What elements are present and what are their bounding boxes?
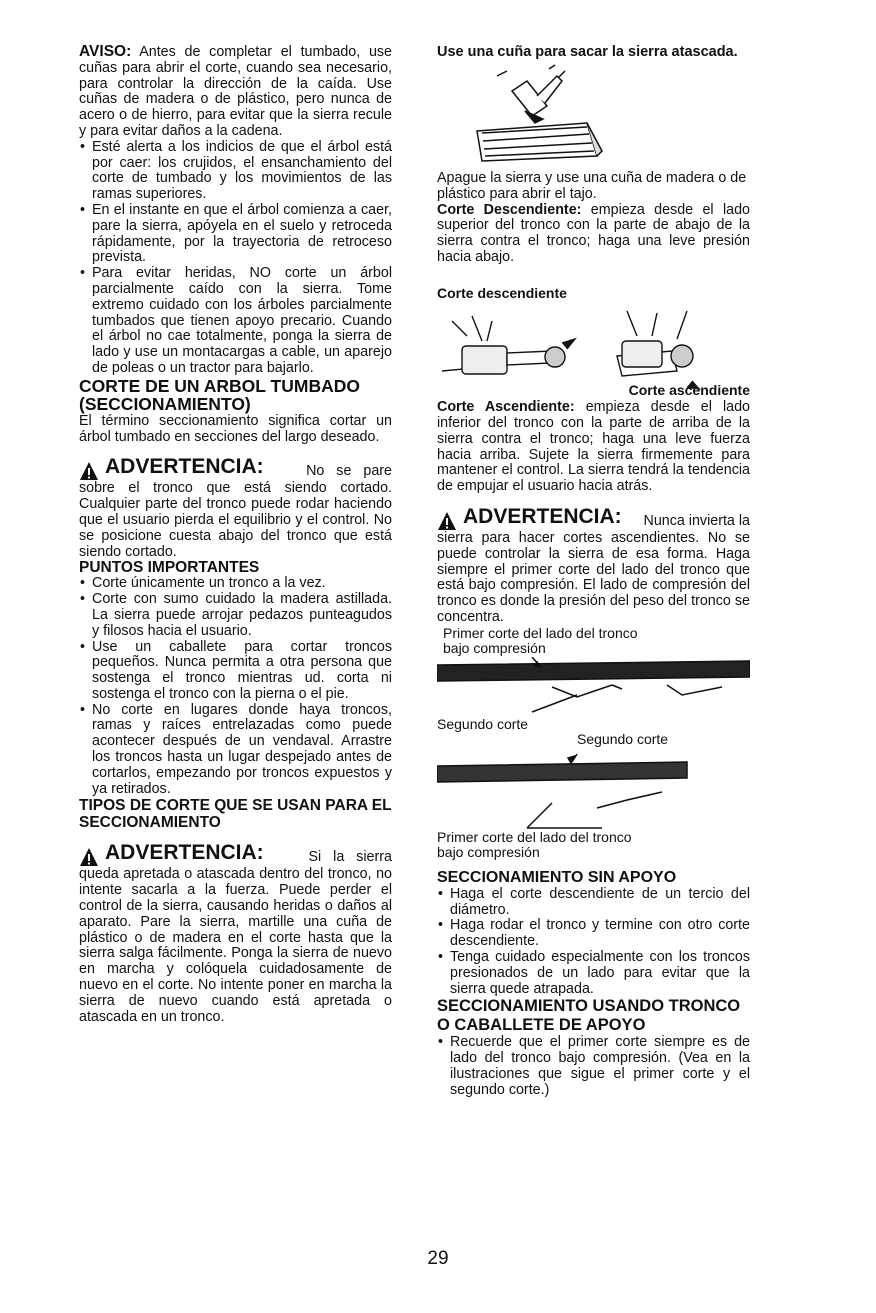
ascendiente-text: empieza desde el lado inferior del tronco con la parte de arriba de la sierra contra el tronco; haga una leve fuerza hacia arriba. Sujete la sierra firmemente para mantener el control. La sierra tendrá la tendencia de empujar el usuario hacia atrás.	[437, 399, 750, 495]
log-support-illustration-2	[437, 748, 750, 830]
fig1-caption-top-1: Primer corte del lado del tronco	[443, 624, 638, 641]
warning-text-2: queda apretada o atascada dentro del tronco, no intente sacarla a la fuerza. Puede perder el control de la sierra, causando heridas o daños al aparato. Pare la sierra, martille una cuña de plástico o de madera en el corte hasta que la sierra salga fácilmente. Ponga la sierra de nuevo en marcha y colóquela cuidadosamente de nuevo en el corte. No intente poner en marcha la sierra de nuevo cuando está apretada o atascada en un tronco.	[79, 866, 392, 1025]
caption-descendiente: Corte descendiente	[437, 284, 567, 301]
warning-icon	[437, 511, 457, 531]
warning-title: ADVERTENCIA:	[105, 841, 264, 865]
warning-text-1: sobre el tronco que está siendo cortado. Cualquier parte del tronco puede rodar haciendo que el usuario pierda el equilibrio y el control. No se posicione cuesta abajo del tronco que está siendo cortado.	[79, 480, 392, 560]
ascendiente-paragraph	[437, 400, 750, 495]
termino-paragraph: El término seccionamiento significa cortar un árbol tumbado en secciones del largo deseado.	[79, 412, 392, 445]
right-column	[437, 44, 750, 1099]
list-item: • Recuerde que el primer corte siempre es de lado del tronco bajo compresión. (Vea en la ilustraciones que sigue el primer corte y el segundo corte.)	[437, 1035, 750, 1098]
section-heading-puntos: PUNTOS IMPORTANTES	[79, 559, 260, 577]
warning-text-3: sierra para hacer cortes ascendientes. No se puede controlar la sierra de esa forma. Haga siempre el primer corte del lado del tronco que está bajo compresión. El lado de compresión del tronco es donde la presión del peso del tronco se concentra.	[437, 530, 750, 626]
wedge-heading: Use una cuña para sacar la sierra atascada.	[437, 44, 738, 60]
wedge-illustration	[437, 61, 750, 171]
apague-paragraph: Apague la sierra y use una cuña de madera o de plástico para abrir el tajo.	[437, 170, 747, 202]
list-item: • Haga rodar el tronco y termine con otro corte descendiente.	[437, 918, 750, 950]
fig1-caption-top-2: bajo compresión	[443, 640, 546, 657]
sin-apoyo-list	[437, 887, 750, 998]
warning-title: ADVERTENCIA:	[463, 505, 622, 529]
caption-ascendiente: Corte ascendiente	[628, 381, 750, 398]
warning-block-1	[79, 455, 392, 481]
fig2-caption-bottom-1: Primer corte del lado del tronco	[437, 828, 632, 845]
fig2-caption-top: Segundo corte	[577, 731, 669, 748]
warning-inline-text: Nunca invierta la	[643, 513, 750, 530]
page-number: 29	[427, 1248, 449, 1269]
section-heading-sin-apoyo: SECCIONAMIENTO SIN APOYO	[437, 868, 677, 886]
descendiente-label: Corte Descendiente:	[437, 201, 582, 218]
descendiente-text: empieza desde el lado superior del tronco con la parte de abajo de la sierra contra el tronco; haga una leve presión hacia abajo.	[437, 201, 750, 265]
left-column	[79, 44, 392, 1025]
list-item: • Tenga cuidado especialmente con los troncos presionados de un lado para evitar que la sierra quede atrapada.	[437, 950, 750, 997]
list-item: • Use un caballete para cortar troncos pequeños. Nunca permita a otra persona que sostenga el tronco mientras ud. corta ni sostenga el tronco con la pierna o el pie.	[79, 640, 392, 703]
section-heading-tipos: TIPOS DE CORTE QUE SE USAN PARA EL SECCIONAMIENTO	[79, 797, 392, 832]
fig2-caption-bottom-2: bajo compresión	[437, 844, 540, 861]
warning-title: ADVERTENCIA:	[105, 455, 264, 479]
fig1-caption-bottom: Segundo corte	[437, 715, 529, 732]
section-heading-corte: CORTE DE UN ARBOL TUMBADO (SECCIONAMIENTO)	[79, 375, 360, 415]
descendiente-paragraph	[437, 203, 750, 266]
warning-icon	[79, 461, 99, 481]
list-item: • Para evitar heridas, NO corte un árbol parcialmente caído con la sierra. Tome extremo cuidado con los árboles parcialmente tumbados que tienen apoyo precario. Cuando el árbol no cae totalmente, ponga la sierra de lado y use un montacargas a cable, un aparejo de poleas o un tractor para bajarlo.	[79, 266, 392, 377]
list-item: • Corte únicamente un tronco a la vez.	[79, 576, 392, 592]
warning-block-3	[437, 505, 750, 531]
aviso-text: Antes de completar el tumbado, use cuñas para abrir el corte, cuando sea necesario, para controlar la dirección de la caída. Use cuñas de madera o de plástico, pero nunca de acero o de hierro, para evitar que la sierra recule y para evitar daños a la cadena.	[79, 44, 392, 139]
list-item: • Corte con sumo cuidado la madera astillada. La sierra puede arrojar pedazos punteagudos y filosos hacia el usuario.	[79, 592, 392, 639]
usando-list	[437, 1035, 750, 1098]
aviso-paragraph	[79, 44, 392, 140]
warning-inline-text: No se pare	[306, 463, 392, 480]
list-item: • Haga el corte descendiente de un tercio del diámetro.	[437, 887, 750, 919]
important-points-list	[79, 576, 392, 797]
warning-inline-text: Si la sierra	[308, 849, 392, 866]
cut-direction-illustration	[437, 301, 750, 396]
list-item: • En el instante en que el árbol comienza a caer, pare la sierra, apóyela en el suelo y retroceda rápidamente, por la trayectoria de retroceso prevista.	[79, 203, 392, 266]
warning-icon	[79, 847, 99, 867]
felling-tips-list	[79, 140, 392, 377]
list-item: • No corte en lugares donde haya troncos, ramas y raíces entrelazadas como puede acontecer después de un vendaval. Arrastre los troncos hasta un lugar despejado antes de cortarlos, empezando por troncos expuestos y ya retirados.	[79, 703, 392, 798]
ascendiente-label: Corte Ascendiente:	[437, 399, 575, 416]
log-support-illustration-1	[437, 657, 750, 717]
aviso-label: AVISO:	[79, 43, 132, 60]
list-item: • Esté alerta a los indicios de que el árbol está por caer: los crujidos, el ensanchamiento del corte de tumbado y los movimientos de las ramas superiores.	[79, 140, 392, 203]
section-heading-usando: SECCIONAMIENTO USANDO TRONCO O CABALLETE DE APOYO	[437, 997, 741, 1035]
warning-block-2	[79, 841, 392, 867]
